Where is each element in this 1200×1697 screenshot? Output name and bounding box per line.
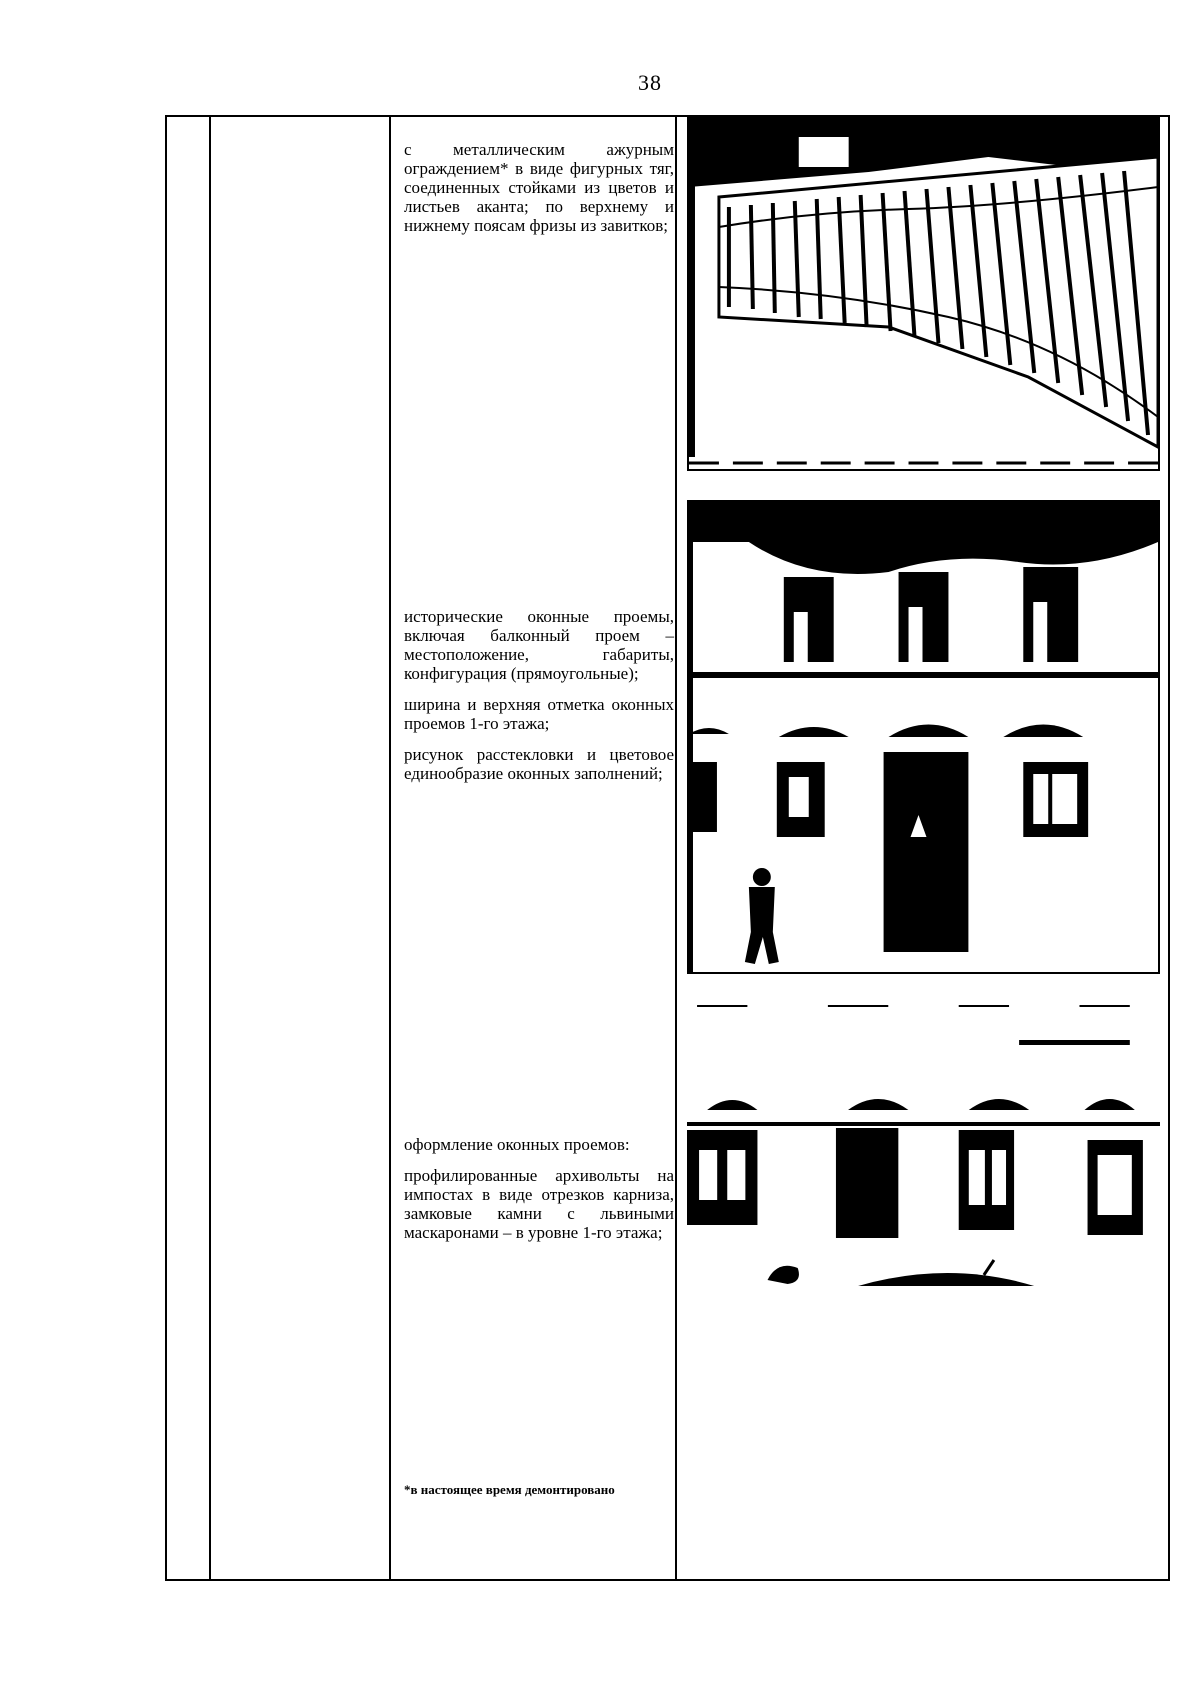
description-paragraph: профилированные архивольты на импостах в виде отрезков карниза, замковые камни с львиными маскаронами – в уровне 1-го этажа;	[404, 1166, 674, 1242]
footnote: *в настоящее время демонтировано	[404, 1482, 615, 1497]
protection-table	[165, 115, 1170, 1581]
description-paragraph: с металлическим ажурным ограждением* в виде фигурных тяг, соединенных стойками из цветов и листьев аканта; по верхнему и нижнему поясам фризы из завитков;	[404, 140, 674, 235]
description-paragraph: оформление оконных проемов:	[404, 1135, 630, 1154]
description-paragraph: рисунок расстекловки и цветовое единообразие оконных заполнений;	[404, 745, 674, 783]
description-paragraph: ширина и верхняя отметка оконных проемов 1-го этажа;	[404, 695, 674, 733]
description-paragraph: исторические оконные проемы, включая балконный проем – местоположение, габариты, конфигурация (прямоугольные);	[404, 607, 674, 683]
facade-arched-windows-photo	[687, 1000, 1160, 1326]
balcony-railing-photo	[687, 115, 1160, 471]
table-column-divider	[389, 117, 391, 1579]
description-block-windows	[404, 607, 674, 795]
table-column-divider	[675, 117, 677, 1579]
description-block-railing	[404, 140, 674, 247]
description-block-window-decor	[404, 1135, 674, 1254]
facade-windows-photo	[687, 500, 1160, 974]
table-column-divider	[209, 117, 211, 1579]
page-number: 38	[638, 70, 662, 95]
